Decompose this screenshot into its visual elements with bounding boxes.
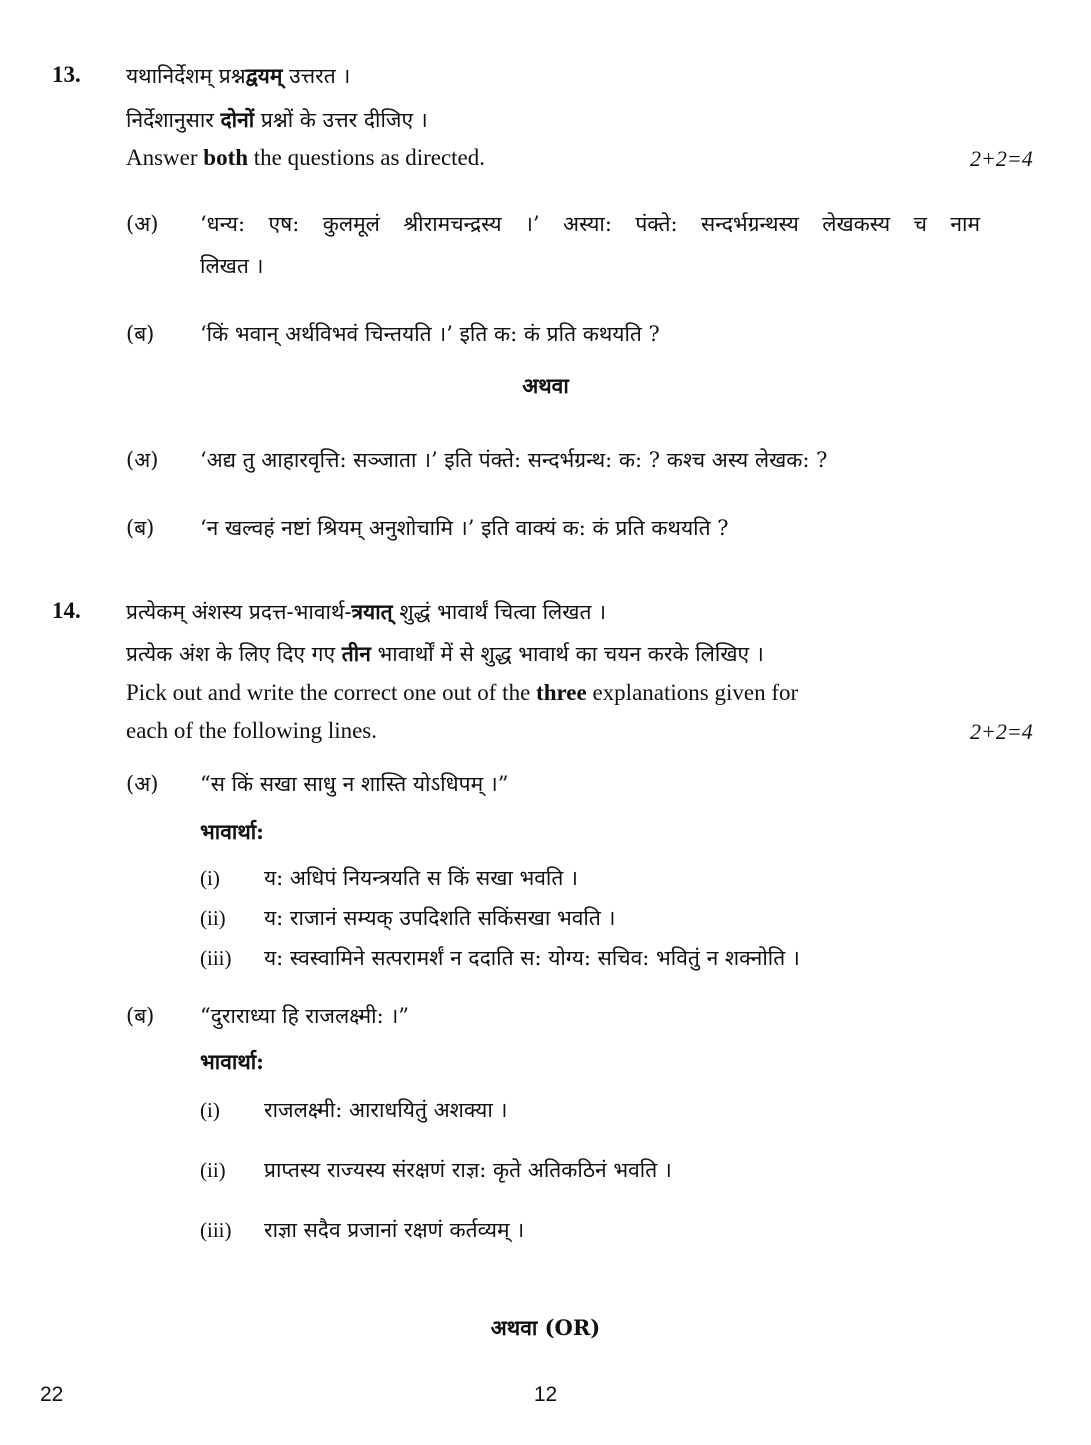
q13-hindi-instruction xyxy=(126,106,428,134)
q13-number: 13. xyxy=(52,62,81,87)
page-number: 12 xyxy=(533,1383,558,1406)
q13-or-heading: अथवा xyxy=(522,373,569,398)
q14-english-line1 xyxy=(126,680,798,706)
q14-english-line2: each of the following lines. xyxy=(126,718,378,743)
q14-sanskrit-instruction xyxy=(126,598,606,626)
q14-english-bold: three xyxy=(536,680,587,705)
q14-sanskrit-instr-text: प्रत्येकम् अंशस्य प्रदत्त-भावार्थ- xyxy=(126,600,352,624)
q13-a-label: (अ) xyxy=(126,212,159,236)
q14-hindi-instruction xyxy=(126,640,764,668)
q13-hindi-instr-text: निर्देशानुसार xyxy=(126,108,221,132)
q13-english-instruction xyxy=(126,145,485,171)
q14-or-heading: अथवा (OR) xyxy=(490,1315,601,1340)
q13-sanskrit-instruction xyxy=(126,62,350,90)
q14-marks: 2+2=4 xyxy=(970,719,1033,744)
q13-b-label: (ब) xyxy=(126,322,155,346)
q14-a-heading: भावार्था: xyxy=(200,819,264,844)
q13-marks: 2+2=4 xyxy=(970,146,1033,171)
q13-alt-a-label: (अ) xyxy=(126,448,159,472)
q14-b-opt2-text: प्राप्तस्य राज्यस्य संरक्षणं राज्ञ: कृते अतिकठिनं भवति । xyxy=(264,1158,672,1182)
q13-hindi-instr-bold: दोनों xyxy=(220,107,255,132)
q14-hindi-instr-end: भावार्थों में से शुद्ध भावार्थ का चयन करके लिखिए । xyxy=(370,642,764,666)
q14-sanskrit-instr-end: शुद्धं भावार्थं चित्वा लिखत । xyxy=(392,600,607,624)
q13-alt-b-text: ‘न खल्वहं नष्टां श्रियम् अनुशोचामि ।’ इति वाक्यं क: कं प्रति कथयति ? xyxy=(200,516,729,540)
q14-number: 14. xyxy=(52,598,81,623)
q13-english-end: the questions as directed. xyxy=(248,145,486,170)
q14-a-opt2-text: य: राजानं सम्यक् उपदिशति सकिंसखा भवति । xyxy=(264,906,616,930)
q14-b-opt1-num: (i) xyxy=(200,1098,220,1122)
q13-hindi-instr-end: प्रश्नों के उत्तर दीजिए । xyxy=(254,108,428,132)
q13-sanskrit-instr-end: उत्तरत । xyxy=(282,64,351,88)
q14-b-opt2-num: (ii) xyxy=(200,1158,226,1182)
q13-sanskrit-instr-text: यथानिर्देशम् प्रश्न xyxy=(126,64,246,88)
q14-a-quote: “स किं सखा साधु न शास्ति योऽधिपम् ।” xyxy=(200,772,509,796)
q14-b-opt3-num: (iii) xyxy=(200,1218,232,1242)
q14-sanskrit-instr-bold: त्रयात् xyxy=(351,599,393,624)
q14-b-heading: भावार्था: xyxy=(200,1049,264,1074)
q13-english-text: Answer xyxy=(126,145,204,170)
q14-b-label: (ब) xyxy=(126,1004,155,1028)
q13-b-text: ‘किं भवान् अर्थविभवं चिन्तयति ।’ इति क: कं प्रति कथयति ? xyxy=(200,322,660,346)
q13-a-line2: लिखत । xyxy=(200,254,264,278)
q13-english-bold: both xyxy=(203,145,249,170)
q14-a-opt1-text: य: अधिपं नियन्त्रयति स किं सखा भवति । xyxy=(264,866,578,890)
footer-code: 22 xyxy=(40,1383,64,1406)
q14-b-opt3-text: राज्ञा सदैव प्रजानां रक्षणं कर्तव्यम् । xyxy=(264,1218,525,1242)
q14-b-quote: “दुराराध्या हि राजलक्ष्मी: ।” xyxy=(200,1004,410,1028)
q13-alt-a-text: ‘अद्य तु आहारवृत्ति: सञ्जाता ।’ इति पंक्ते: सन्दर्भग्रन्थ: क: ? कश्च अस्य लेखक: ? xyxy=(200,448,828,472)
q13-alt-b-label: (ब) xyxy=(126,516,155,540)
q14-a-opt2-num: (ii) xyxy=(200,906,226,930)
q14-hindi-instr-bold: तीन xyxy=(341,641,371,666)
q14-hindi-instr-text: प्रत्येक अंश के लिए दिए गए xyxy=(126,642,342,666)
q14-a-opt3-num: (iii) xyxy=(200,946,232,970)
q13-sanskrit-instr-bold: द्वयम् xyxy=(245,63,283,88)
q14-a-opt1-num: (i) xyxy=(200,866,220,890)
q14-english-text: Pick out and write the correct one out of the xyxy=(126,680,537,705)
q14-a-label: (अ) xyxy=(126,772,159,796)
q14-english-end: explanations given for xyxy=(586,680,799,705)
q14-b-opt1-text: राजलक्ष्मी: आराधयितुं अशक्या । xyxy=(264,1098,508,1122)
q13-a-line1: ‘धन्य: एष: कुलमूलं श्रीरामचन्द्रस्य ।’ अस्या: पंक्ते: सन्दर्भग्रन्थस्य लेखकस्य च नाम xyxy=(200,212,980,236)
q14-a-opt3-text: य: स्वस्वामिने सत्परामर्शं न ददाति स: योग्य: सचिव: भवितुं न शक्नोति । xyxy=(264,946,800,970)
